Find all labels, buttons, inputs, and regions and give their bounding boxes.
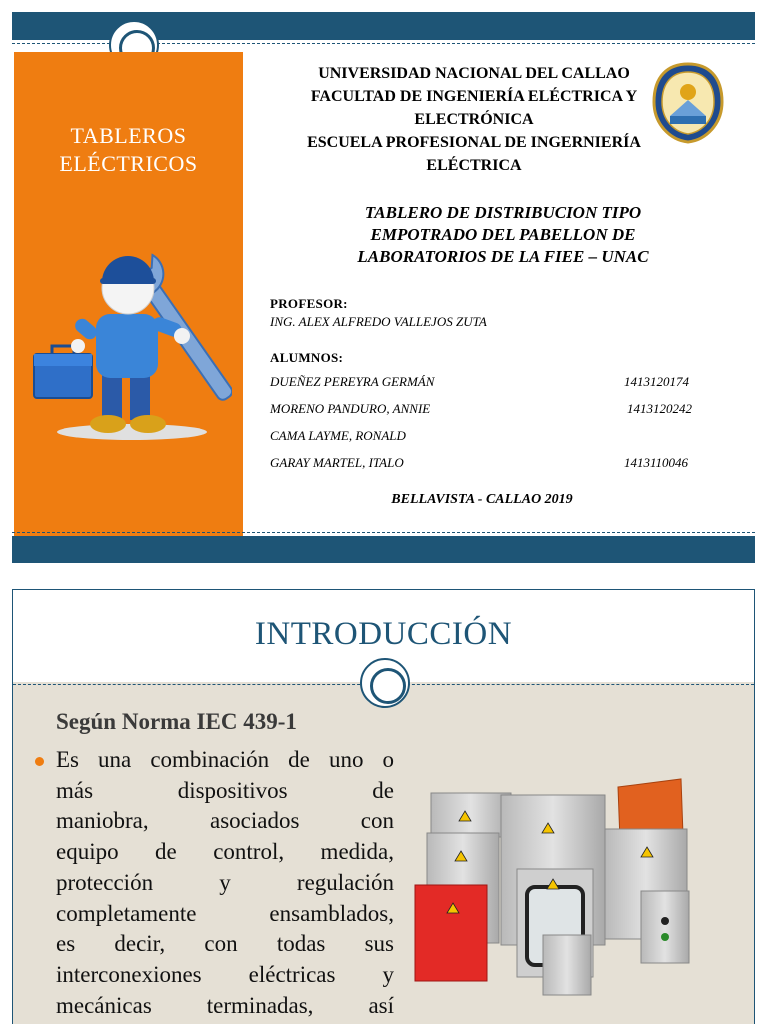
bullet-line: mecánicas terminadas, así xyxy=(56,992,394,1018)
side-title-line: ELÉCTRICOS xyxy=(59,151,198,176)
electrical-cabinets-image xyxy=(413,775,703,1005)
professor-name: ING. ALEX ALFREDO VALLEJOS ZUTA xyxy=(270,314,487,329)
side-title-line: TABLEROS xyxy=(70,123,187,148)
bottom-band xyxy=(12,536,755,563)
slide-title: INTRODUCCIÓN xyxy=(254,616,513,652)
bullet-line: maniobra, asociados con xyxy=(56,808,394,834)
student-name: CAMA LAYME, RONALD xyxy=(270,428,406,443)
ring-ornament-icon xyxy=(360,658,410,708)
university-seal-icon xyxy=(652,62,724,144)
orange-side-panel xyxy=(14,52,243,536)
title-slide xyxy=(12,12,755,563)
project-title-line: EMPOTRADO DEL PABELLON DE xyxy=(370,225,636,244)
student-row xyxy=(270,401,710,417)
header-line: ESCUELA PROFESIONAL DE INGERNIERÍA xyxy=(307,134,641,151)
student-code: 1413120174 xyxy=(624,374,689,389)
student-name: GARAY MARTEL, ITALO xyxy=(270,455,404,470)
bullet-line: completamente ensamblados, xyxy=(56,900,394,926)
project-title xyxy=(294,202,712,268)
student-row xyxy=(270,428,710,444)
header-line: UNIVERSIDAD NACIONAL DEL CALLAO xyxy=(318,65,630,82)
project-title-line: LABORATORIOS DE LA FIEE – UNAC xyxy=(357,247,649,266)
student-code: 1413110046 xyxy=(624,455,689,470)
place-year: BELLAVISTA - CALLAO 2019 xyxy=(391,492,573,507)
student-name: MORENO PANDURO, ANNIE xyxy=(270,401,431,416)
project-title-line: TABLERO DE DISTRIBUCION TIPO xyxy=(364,203,642,222)
header-line: FACULTAD DE INGENIERÍA ELÉCTRICA Y xyxy=(310,88,638,105)
bullet-icon xyxy=(35,757,44,766)
bullet-line: equipo de control, medida, xyxy=(56,839,394,865)
institution-header xyxy=(268,62,680,177)
bullet-line: es decir, con todas sus xyxy=(56,931,394,957)
bullet-line: más dispositivos de xyxy=(56,777,394,803)
students-label: ALUMNOS: xyxy=(270,350,344,365)
side-title xyxy=(14,122,243,178)
professor-label: PROFESOR: xyxy=(270,296,348,311)
header-line: ELECTRÓNICA xyxy=(414,111,534,128)
bullet-line: interconexiones eléctricas y xyxy=(56,961,394,987)
bottom-dashed-divider xyxy=(12,532,755,533)
header-line: ELÉCTRICA xyxy=(426,157,522,174)
student-row xyxy=(270,374,710,390)
bullet-line: protección y regulación xyxy=(56,869,394,895)
student-row xyxy=(270,455,710,471)
bullet-line: Es una combinación de uno o xyxy=(56,747,394,772)
slide-subtitle: Según Norma IEC 439-1 xyxy=(56,709,297,734)
student-code: 1413120242 xyxy=(627,401,692,416)
student-name: DUEÑEZ PEREYRA GERMÁN xyxy=(270,374,435,389)
worker-with-wrench-icon xyxy=(32,222,232,442)
bullet-text xyxy=(56,745,394,1021)
introduction-slide xyxy=(12,589,755,1024)
